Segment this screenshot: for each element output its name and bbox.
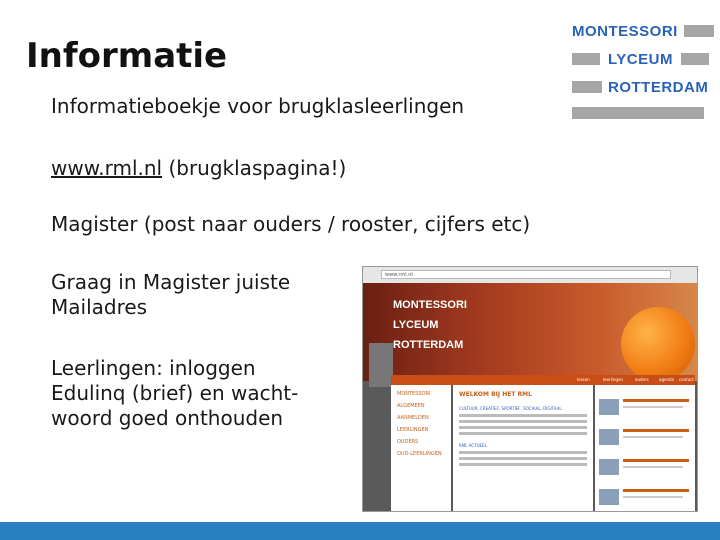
website-top-menu bbox=[391, 375, 695, 385]
logo-line-lyceum: LYCEUM bbox=[608, 50, 673, 68]
logo-bar-3 bbox=[681, 53, 709, 65]
news-heading: RML ACTUEEL bbox=[459, 443, 487, 448]
logo-line-montessori: MONTESSORI bbox=[572, 22, 678, 40]
left-menu-item: OUD-LEERLINGEN bbox=[397, 451, 442, 457]
menu-item-lessen: lessen bbox=[577, 377, 590, 382]
website-news-column bbox=[595, 385, 695, 512]
text-line bbox=[459, 457, 587, 460]
website-logo bbox=[393, 295, 511, 355]
bullet-mailadres-line2: Mailadres bbox=[51, 295, 148, 319]
news-text-line bbox=[623, 466, 683, 468]
menu-item-leerlingen: leerlingen bbox=[603, 377, 623, 382]
website-hero bbox=[363, 283, 697, 381]
left-menu-item: ALGEMEEN bbox=[397, 403, 425, 409]
welcome-heading: WELKOM BIJ HET RML bbox=[459, 391, 532, 398]
news-title-line bbox=[623, 489, 689, 492]
bullet-website bbox=[51, 156, 346, 181]
bullet-leerlingen bbox=[51, 356, 298, 431]
hero-side-image bbox=[369, 343, 393, 387]
bullet-mailadres bbox=[51, 270, 290, 320]
bullet-informatieboekje: Informatieboekje voor brugklasleerlingen bbox=[51, 94, 465, 118]
text-line bbox=[459, 463, 587, 466]
news-title-line bbox=[623, 459, 689, 462]
news-thumbnail bbox=[599, 429, 619, 445]
bullet-leerlingen-line2: Edulinq (brief) en wacht- bbox=[51, 381, 299, 405]
browser-chrome bbox=[363, 267, 697, 284]
left-menu-item: LEERLINGEN bbox=[397, 427, 429, 433]
website-screenshot bbox=[362, 266, 698, 512]
left-menu-item: AANMELDEN bbox=[397, 415, 429, 421]
footer-bar bbox=[0, 522, 720, 540]
news-title-line bbox=[623, 429, 689, 432]
news-title-line bbox=[623, 399, 689, 402]
website-content bbox=[453, 385, 593, 512]
bullet-magister: Magister (post naar ouders / rooster, cijfers etc) bbox=[51, 212, 531, 236]
text-line bbox=[459, 414, 587, 417]
news-text-line bbox=[623, 406, 683, 408]
website-logo-line1: MONTESSORI bbox=[393, 299, 467, 311]
orange-balloon bbox=[621, 307, 695, 381]
menu-item-ouders: ouders bbox=[635, 377, 649, 382]
text-line bbox=[459, 432, 587, 435]
content-subheading: CULTUUR, CREATIEF, SPORTIEF, SOCIAAL, DIGITAAL bbox=[459, 406, 562, 411]
slide-title: Informatie bbox=[26, 36, 228, 76]
news-thumbnail bbox=[599, 489, 619, 505]
address-bar: www.rml.nl bbox=[381, 270, 671, 279]
left-menu-item: MONTESSORI bbox=[397, 391, 431, 397]
school-logo bbox=[572, 22, 709, 122]
text-line bbox=[459, 451, 587, 454]
news-thumbnail bbox=[599, 399, 619, 415]
logo-bar-2 bbox=[572, 53, 600, 65]
text-line bbox=[459, 420, 587, 423]
website-left-menu bbox=[391, 385, 451, 512]
menu-item-agenda: agenda bbox=[659, 377, 674, 382]
bullet-leerlingen-line3: woord goed onthouden bbox=[51, 406, 284, 430]
news-thumbnail bbox=[599, 459, 619, 475]
left-menu-item: OUDERS bbox=[397, 439, 419, 445]
logo-line-rotterdam: ROTTERDAM bbox=[608, 78, 709, 96]
menu-item-contact: contact bbox=[679, 377, 694, 382]
website-logo-line2: LYCEUM bbox=[393, 319, 439, 331]
logo-bar-5 bbox=[572, 107, 704, 119]
website-link[interactable]: www.rml.nl bbox=[51, 156, 163, 180]
text-line bbox=[459, 426, 587, 429]
website-note: (brugklaspagina!) bbox=[162, 156, 347, 180]
bullet-leerlingen-line1: Leerlingen: inloggen bbox=[51, 356, 256, 380]
news-text-line bbox=[623, 496, 683, 498]
logo-bar-1 bbox=[684, 25, 714, 37]
bullet-mailadres-line1: Graag in Magister juiste bbox=[51, 270, 291, 294]
news-text-line bbox=[623, 436, 683, 438]
website-logo-line3: ROTTERDAM bbox=[393, 339, 464, 351]
logo-bar-4 bbox=[572, 81, 602, 93]
